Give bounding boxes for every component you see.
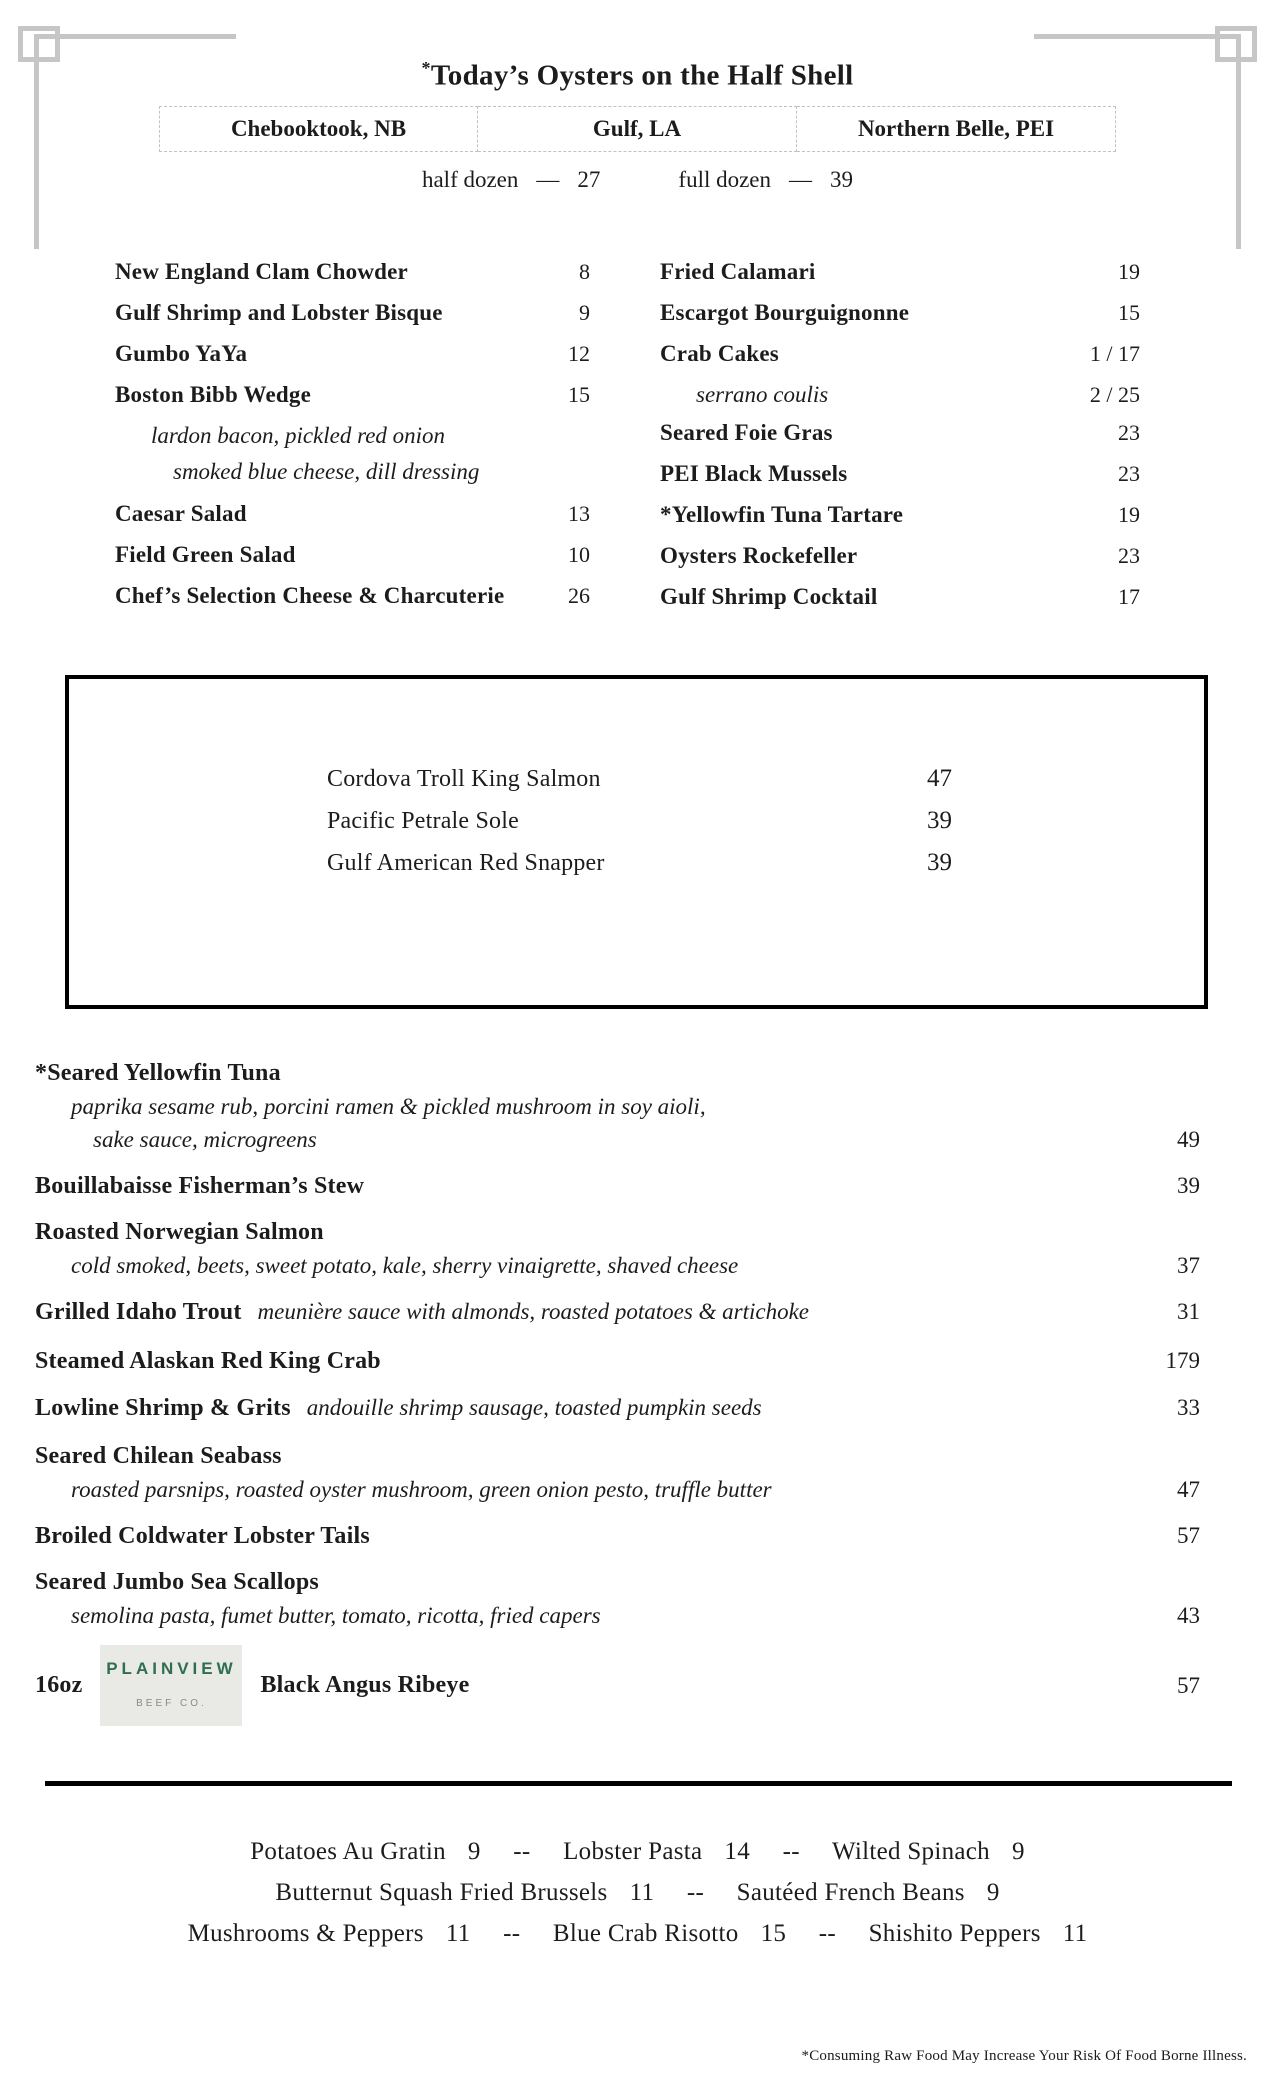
menu-item-description-row — [660, 382, 1140, 408]
item-name: Gumbo YaYa — [115, 340, 248, 366]
oyster-varieties — [0, 106, 1275, 152]
menu-item — [660, 584, 1140, 610]
dash: — — [789, 166, 813, 192]
entree-name: Grilled Idaho Trout — [35, 1298, 242, 1325]
menu-item — [660, 461, 1140, 487]
spacer — [609, 167, 669, 193]
item-name: Escargot Bourguignonne — [660, 299, 910, 325]
side-price: 15 — [760, 1919, 787, 1947]
item-description: lardon bacon, pickled red onion — [151, 422, 446, 448]
side-price: 11 — [445, 1919, 471, 1947]
menu-item — [115, 542, 590, 568]
raw-food-disclaimer: *Consuming Raw Food May Increase Your Risk Of Food Borne Illness. — [801, 2048, 1247, 2064]
oyster-variety: Chebooktook, NB — [159, 106, 478, 152]
item-price: 15 — [568, 381, 590, 407]
plainview-logo-name: PLAINVIEW — [106, 1658, 237, 1678]
side-item — [737, 1879, 1000, 1906]
entrees-section — [35, 1057, 1200, 1726]
entree-name: Steamed Alaskan Red King Crab — [35, 1347, 381, 1374]
side-name: Potatoes Au Gratin — [250, 1837, 446, 1865]
menu-item — [115, 300, 590, 326]
frame-line-left — [34, 34, 39, 249]
entree-name: Lowline Shrimp & Grits — [35, 1394, 291, 1421]
side-name: Wilted Spinach — [831, 1837, 990, 1865]
entree-item — [35, 1391, 1200, 1427]
item-price: 15 — [1118, 299, 1140, 325]
entree-line — [35, 1249, 1200, 1282]
entree-name: Broiled Coldwater Lobster Tails — [35, 1522, 370, 1549]
side-item — [832, 1838, 1025, 1865]
sides-separator: -- — [513, 1837, 531, 1865]
sides-section — [0, 1838, 1275, 1948]
oyster-variety: Northern Belle, PEI — [797, 106, 1116, 152]
entree-price: 39 — [1177, 1172, 1200, 1198]
menu-item — [115, 382, 590, 408]
entree-price: 47 — [1177, 1476, 1200, 1502]
fresh-fish-section — [65, 675, 1208, 1009]
item-name: Gulf Shrimp Cocktail — [660, 583, 878, 609]
side-item — [188, 1920, 471, 1947]
plainview-logo-subtitle: BEEF CO. — [136, 1697, 207, 1709]
side-price: 11 — [629, 1878, 655, 1906]
sides-separator: -- — [686, 1878, 705, 1906]
side-price: 9 — [467, 1837, 481, 1865]
title-asterisk: * — [421, 58, 431, 78]
item-name: Caesar Salad — [115, 500, 247, 526]
page-title — [0, 58, 1275, 93]
item-price: 17 — [1118, 583, 1140, 609]
entree-line — [35, 1473, 1200, 1506]
menu-item — [115, 501, 590, 527]
menu-item — [660, 341, 1140, 367]
item-price: 19 — [1118, 258, 1140, 284]
side-price: 11 — [1062, 1919, 1088, 1947]
menu-item — [660, 543, 1140, 569]
entree-line — [35, 1169, 1200, 1203]
entree-item — [35, 1645, 1200, 1726]
sides-line — [0, 1838, 1275, 1866]
entree-line — [35, 1645, 1200, 1726]
item-name: Cordova Troll King Salmon — [327, 765, 601, 792]
entree-price: 179 — [1165, 1347, 1200, 1373]
side-name: Butternut Squash Fried Brussels — [275, 1878, 608, 1906]
item-price: 39 — [927, 848, 952, 876]
item-name: Oysters Rockefeller — [660, 542, 858, 568]
side-name: Shishito Peppers — [868, 1919, 1041, 1947]
full-dozen-label: full dozen — [678, 166, 772, 192]
menu-item — [660, 420, 1140, 446]
item-price: 2 / 25 — [1089, 381, 1140, 407]
side-name: Blue Crab Risotto — [552, 1919, 739, 1947]
sides-line — [0, 1879, 1275, 1907]
item-price: 8 — [579, 258, 590, 284]
full-dozen-pricing — [669, 167, 862, 193]
section-divider — [45, 1781, 1232, 1786]
item-name: Gulf Shrimp and Lobster Bisque — [115, 299, 443, 325]
dash: — — [536, 166, 560, 192]
entree-name: Seared Jumbo Sea Scallops — [35, 1568, 319, 1595]
item-price: 47 — [927, 764, 952, 792]
half-dozen-label: half dozen — [421, 166, 519, 192]
item-price: 26 — [568, 582, 590, 608]
frame-line-top-right — [1034, 34, 1239, 39]
ribeye-weight: 16oz — [35, 1671, 83, 1698]
entree-description: paprika sesame rub, porcini ramen & pickled mushroom in soy aioli, — [71, 1093, 706, 1119]
frame-line-right — [1236, 34, 1241, 249]
frame-corner-top-left — [18, 26, 60, 62]
item-name: Crab Cakes — [660, 340, 779, 366]
sides-separator: -- — [503, 1919, 521, 1947]
side-name: Mushrooms & Peppers — [187, 1919, 424, 1947]
entree-item — [35, 1057, 1200, 1156]
item-name: Boston Bibb Wedge — [115, 381, 311, 407]
starters-section — [0, 259, 1275, 625]
item-name: New England Clam Chowder — [115, 258, 408, 284]
side-price: 9 — [1011, 1837, 1025, 1865]
side-item — [553, 1920, 786, 1947]
menu-item — [115, 259, 590, 285]
entree-line — [35, 1123, 1200, 1156]
fish-item — [327, 849, 1204, 877]
item-name: Field Green Salad — [115, 541, 296, 567]
half-dozen-pricing — [413, 167, 609, 193]
item-price: 23 — [1118, 460, 1140, 486]
entree-item — [35, 1169, 1200, 1203]
entree-name: Roasted Norwegian Salmon — [35, 1218, 324, 1245]
item-name: Fried Calamari — [660, 258, 816, 284]
oyster-variety: Gulf, LA — [478, 106, 797, 152]
item-name: Gulf American Red Snapper — [327, 849, 605, 876]
starters-left-column — [115, 259, 590, 625]
oyster-pricing — [0, 167, 1275, 193]
entree-description: roasted parsnips, roasted oyster mushroom, green onion pesto, truffle butter — [71, 1476, 772, 1502]
entree-price: 37 — [1177, 1252, 1200, 1278]
entree-name: Black Angus Ribeye — [260, 1671, 470, 1698]
item-price: 10 — [568, 541, 590, 567]
item-name: Seared Foie Gras — [660, 419, 833, 445]
entree-price: 49 — [1177, 1126, 1200, 1152]
item-price: 1 / 17 — [1089, 340, 1140, 366]
entree-name: *Seared Yellowfin Tuna — [35, 1059, 281, 1086]
full-dozen-price: 39 — [830, 166, 854, 192]
menu-item — [115, 583, 590, 609]
entree-item — [35, 1216, 1200, 1282]
side-item — [275, 1879, 654, 1906]
entree-price: 57 — [1177, 1522, 1200, 1548]
entree-line — [35, 1344, 1200, 1378]
item-price: 23 — [1118, 542, 1140, 568]
entree-price: 57 — [1177, 1672, 1200, 1698]
item-name: Pacific Petrale Sole — [327, 807, 519, 834]
item-description: serrano coulis — [696, 381, 829, 407]
entree-price: 31 — [1177, 1298, 1200, 1324]
entree-price: 43 — [1177, 1602, 1200, 1628]
entree-description: semolina pasta, fumet butter, tomato, ricotta, fried capers — [71, 1602, 601, 1628]
menu-item — [660, 502, 1140, 528]
page-title-text: Today’s Oysters on the Half Shell — [430, 59, 854, 92]
menu-item — [660, 259, 1140, 285]
side-price: 14 — [724, 1837, 750, 1865]
item-price: 19 — [1118, 501, 1140, 527]
entree-item — [35, 1344, 1200, 1378]
frame-line-top-left — [36, 34, 236, 39]
side-item — [869, 1920, 1088, 1947]
sides-line — [0, 1920, 1275, 1948]
side-item — [250, 1838, 480, 1865]
fish-item — [327, 807, 1204, 835]
entree-description: sake sauce, microgreens — [93, 1126, 317, 1152]
entree-line — [35, 1391, 1200, 1427]
menu-item — [115, 341, 590, 367]
entree-line — [35, 1599, 1200, 1632]
sides-separator: -- — [782, 1837, 800, 1865]
item-price: 39 — [927, 806, 952, 834]
entree-line — [35, 1519, 1200, 1553]
entree-description: meunière sauce with almonds, roasted potatoes & artichoke — [257, 1298, 810, 1324]
starters-right-column — [660, 259, 1140, 625]
entree-item — [35, 1440, 1200, 1506]
item-name: Chef’s Selection Cheese & Charcuterie — [115, 582, 505, 608]
ribeye-item — [35, 1645, 487, 1726]
entree-price: 33 — [1177, 1394, 1200, 1420]
entree-description: andouille shrimp sausage, toasted pumpkin seeds — [306, 1394, 762, 1420]
item-price: 23 — [1118, 419, 1140, 445]
side-name: Lobster Pasta — [563, 1837, 703, 1865]
item-price: 13 — [568, 500, 590, 526]
entree-item — [35, 1566, 1200, 1632]
entree-item — [35, 1519, 1200, 1553]
half-dozen-price: 27 — [577, 166, 601, 192]
plainview-beef-logo — [100, 1645, 242, 1726]
entree-item — [35, 1295, 1200, 1331]
item-price: 9 — [579, 299, 590, 325]
fish-item — [327, 765, 1204, 793]
side-name: Sautéed French Beans — [736, 1878, 965, 1906]
item-name: PEI Black Mussels — [660, 460, 848, 486]
item-price: 12 — [568, 340, 590, 366]
menu-item — [660, 300, 1140, 326]
entree-name: Bouillabaisse Fisherman’s Stew — [35, 1172, 365, 1199]
side-price: 9 — [986, 1878, 1000, 1906]
entree-line — [35, 1295, 1200, 1331]
item-name: *Yellowfin Tuna Tartare — [660, 501, 904, 527]
item-description: smoked blue cheese, dill dressing — [173, 458, 480, 484]
entree-description: cold smoked, beets, sweet potato, kale, sherry vinaigrette, shaved cheese — [71, 1252, 739, 1278]
entree-name: Seared Chilean Seabass — [35, 1442, 282, 1469]
side-item — [563, 1838, 750, 1865]
sides-separator: -- — [818, 1919, 836, 1947]
